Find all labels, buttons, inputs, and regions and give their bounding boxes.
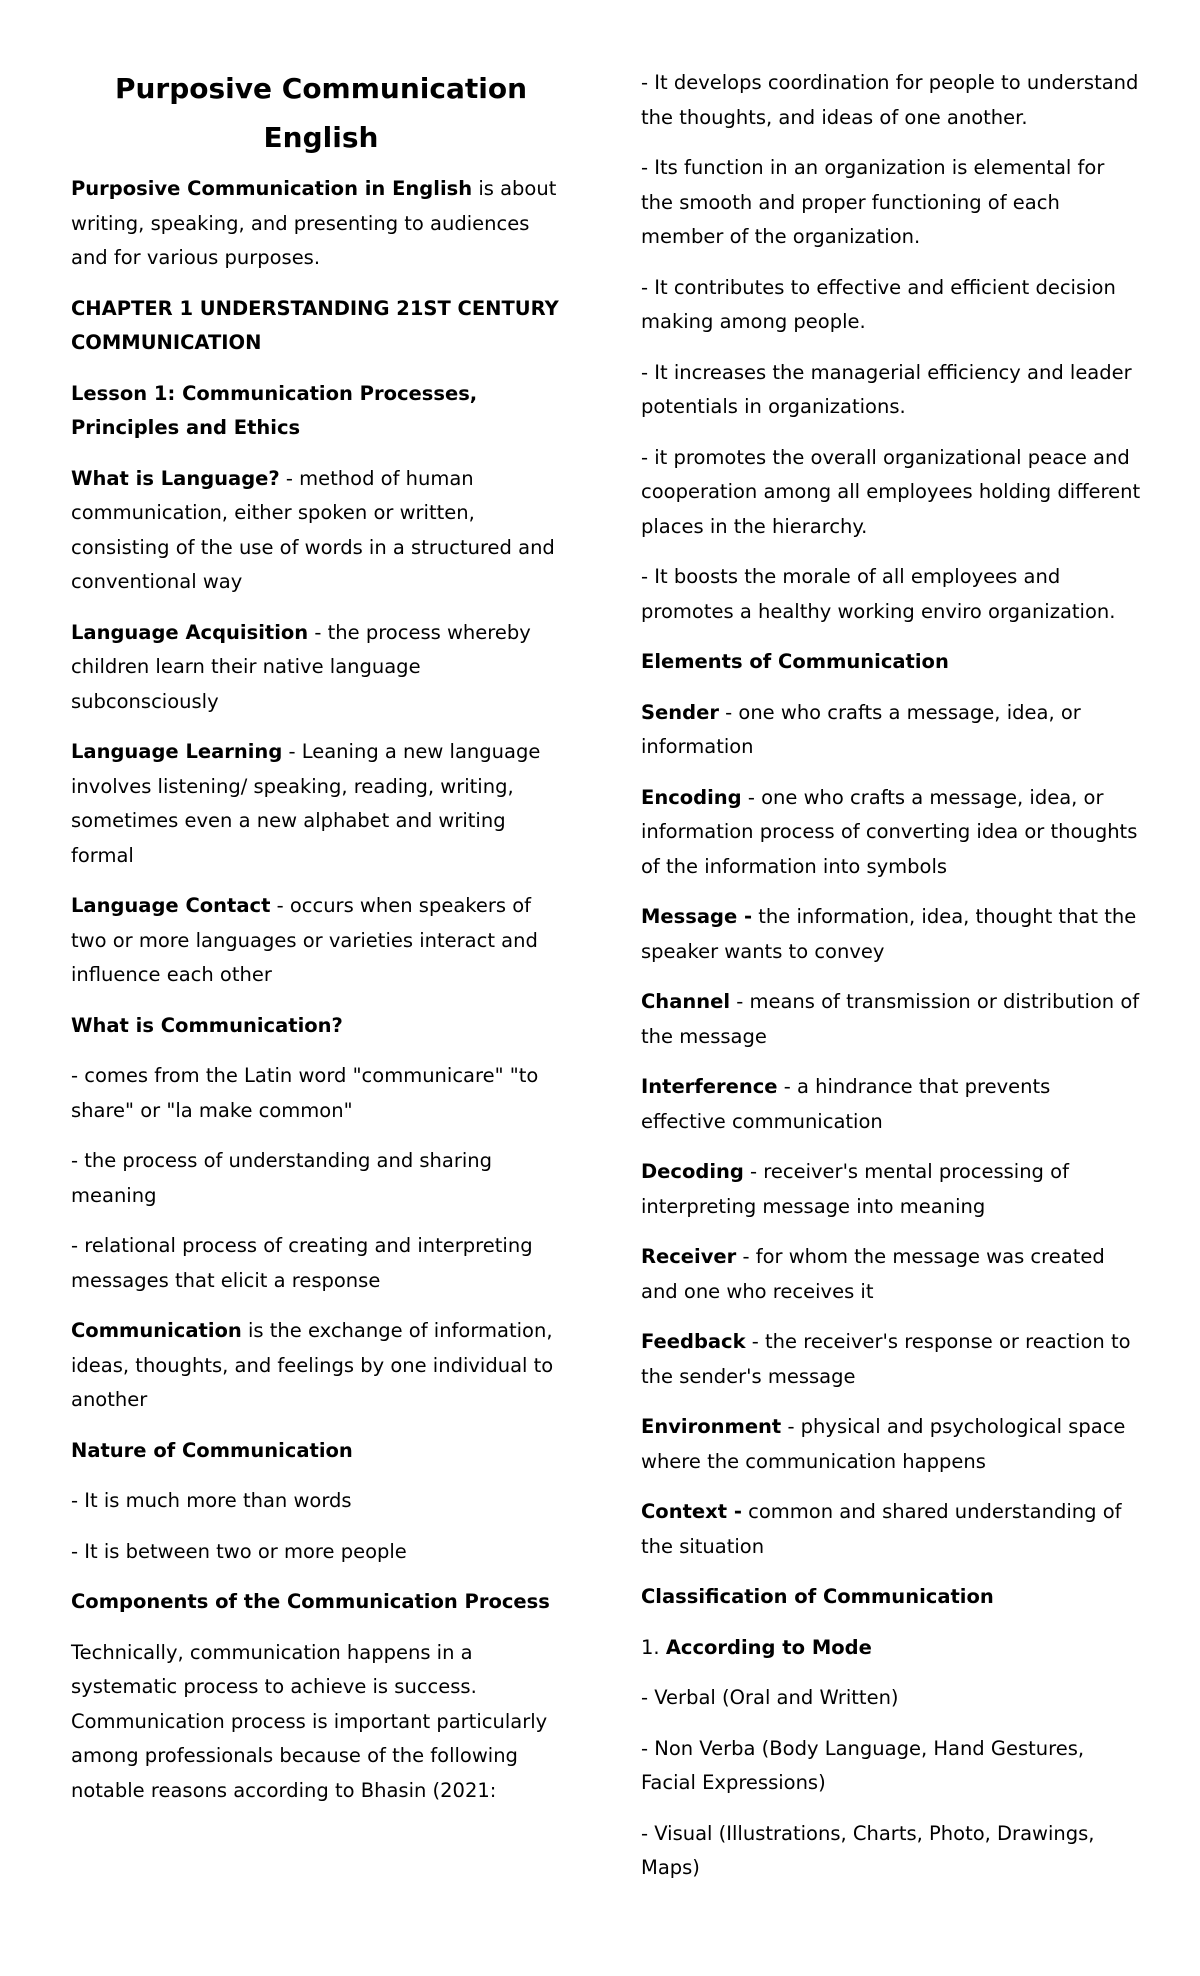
- definition-term: Language Contact: [71, 894, 271, 917]
- element-definition: [641, 1410, 1141, 1479]
- definition-term: What is Language?: [71, 466, 280, 490]
- definition-paragraph: [71, 889, 571, 993]
- list-item: - Non Verba (Body Language, Hand Gestures, Facial Expressions): [641, 1736, 1085, 1794]
- reason-item: - it promotes the overall organizational peace and cooperation among all employees holding different places in the hierarchy.: [641, 445, 1141, 538]
- chapter-heading: CHAPTER 1 UNDERSTANDING 21ST CENTURY COMMUNICATION: [71, 296, 559, 354]
- definition-paragraph: [71, 616, 571, 720]
- intro-text: is about writing, speaking, and presenting to audiences and for various purposes.: [71, 177, 557, 269]
- definition-text: is the exchange of information, ideas, thoughts, and feelings by one individual to another: [71, 1319, 554, 1411]
- element-definition: [641, 696, 1141, 765]
- element-definition: [641, 1155, 1141, 1224]
- element-definition: [641, 781, 1141, 885]
- element-text: - means of transmission or distribution of the message: [641, 990, 1140, 1048]
- element-definition: [641, 1495, 1141, 1564]
- definition-term: Communication: [71, 1319, 242, 1342]
- element-text: - physical and psychological space where the communication happens: [641, 1415, 1126, 1473]
- list-item: - It is much more than words: [71, 1489, 352, 1512]
- element-text: - receiver's mental processing of interpreting message into meaning: [641, 1160, 1069, 1218]
- element-term: Decoding: [641, 1160, 744, 1183]
- left-column: [71, 64, 571, 1824]
- definition-text: - method of human communication, either spoken or written, consisting of the use of words in a structured and conventional way: [71, 466, 555, 593]
- intro-paragraph: [71, 172, 571, 276]
- components-paragraph: Technically, communication happens in a systematic process to achieve is success. Communication process is important particularly among professionals because of the following notable reasons according to Bhasin (2021:: [71, 1640, 548, 1802]
- element-definition: [641, 1325, 1141, 1394]
- element-term: Receiver: [641, 1245, 737, 1268]
- definition-term: Language Acquisition: [71, 620, 309, 644]
- element-definition: [641, 1070, 1141, 1139]
- reason-item: - It increases the managerial efficiency and leader potentials in organizations.: [641, 360, 1132, 418]
- components-heading: Components of the Communication Process: [71, 1590, 550, 1613]
- elements-heading: Elements of Communication: [641, 650, 949, 673]
- element-text: - one who crafts a message, idea, or information process of converting idea or thoughts of the information into symbols: [641, 785, 1138, 878]
- element-term: Interference: [641, 1075, 778, 1098]
- element-definition: [641, 900, 1141, 969]
- list-item: - comes from the Latin word "communicare" "to share" or "la make common": [71, 1064, 539, 1122]
- definition-text: - occurs when speakers of two or more languages or varieties interact and influence each other: [71, 894, 538, 986]
- right-column: [641, 66, 1141, 1902]
- element-term: Sender: [641, 700, 719, 724]
- element-definition: [641, 1240, 1141, 1309]
- what-is-communication-heading: What is Communication?: [71, 1013, 343, 1037]
- nature-heading: Nature of Communication: [71, 1438, 353, 1462]
- element-definition: [641, 985, 1141, 1054]
- element-term: Message -: [641, 905, 753, 928]
- communication-definition: [71, 1314, 571, 1418]
- reason-item: - Its function in an organization is elemental for the smooth and proper functioning of each member of the organization.: [641, 156, 1105, 248]
- element-text: common and shared understanding of the situation: [641, 1500, 1122, 1558]
- intro-term: Purposive Communication in English: [71, 177, 473, 200]
- element-text: - one who crafts a message, idea, or information: [641, 700, 1081, 758]
- element-term: Environment: [641, 1415, 782, 1438]
- list-item: - Verbal (Oral and Written): [641, 1686, 899, 1709]
- element-term: Context -: [641, 1500, 742, 1523]
- definition-paragraph: [71, 462, 571, 600]
- lesson-heading: Lesson 1: Communication Processes, Principles and Ethics: [71, 381, 478, 439]
- element-text: the information, idea, thought that the speaker wants to convey: [641, 905, 1137, 963]
- element-term: Channel: [641, 990, 731, 1013]
- mode-number: 1.: [641, 1635, 666, 1659]
- element-text: - a hindrance that prevents effective communication: [641, 1075, 1051, 1133]
- classification-heading: Classification of Communication: [641, 1585, 994, 1608]
- reason-item: - It contributes to effective and efficient decision making among people.: [641, 275, 1116, 333]
- list-item: - relational process of creating and interpreting messages that elicit a response: [71, 1234, 533, 1292]
- reason-item: - It develops coordination for people to understand the thoughts, and ideas of one another.: [641, 71, 1139, 129]
- mode-label: According to Mode: [665, 1635, 872, 1659]
- list-item: - the process of understanding and sharing meaning: [71, 1149, 493, 1207]
- reason-item: - It boosts the morale of all employees and promotes a healthy working enviro organization.: [641, 565, 1116, 623]
- element-text: - the receiver's response or reaction to the sender's message: [641, 1330, 1131, 1388]
- element-term: Feedback: [641, 1330, 746, 1353]
- definition-term: Language Learning: [71, 740, 283, 763]
- definition-paragraph: [71, 735, 571, 873]
- definition-text: - the process whereby children learn their native language subconsciously: [71, 620, 531, 713]
- list-item: - It is between two or more people: [71, 1539, 407, 1563]
- element-term: Encoding: [641, 785, 742, 809]
- list-item: - Visual (Illustrations, Charts, Photo, Drawings, Maps): [641, 1821, 1095, 1879]
- mode-heading: [641, 1631, 1141, 1666]
- element-text: - for whom the message was created and one who receives it: [641, 1245, 1105, 1303]
- definition-text: - Leaning a new language involves listening/ speaking, reading, writing, sometimes even a new alphabet and writing formal: [71, 740, 541, 867]
- document-title: Purposive Communication English: [114, 72, 528, 154]
